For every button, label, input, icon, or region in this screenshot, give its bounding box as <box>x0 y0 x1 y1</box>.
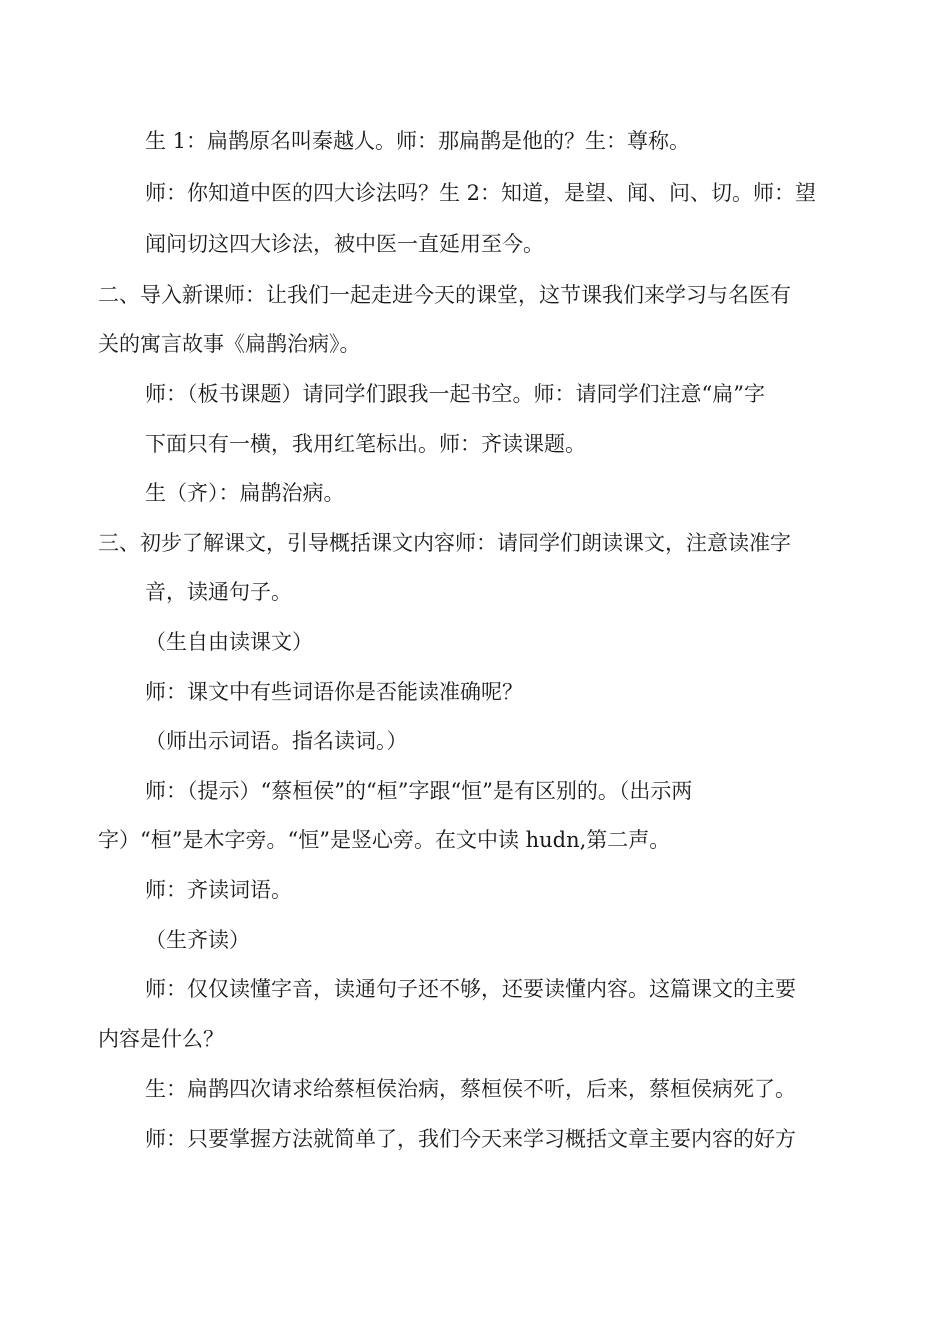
text-line-19: 内容是什么？ <box>98 1027 224 1051</box>
text-line-17: （生齐读） <box>145 928 250 952</box>
text-line-3: 闻问切这四大诊法，被中医一直延用至今。 <box>145 232 544 256</box>
text-line-14: 师：（提示）“蔡桓侯”的“桓”字跟“恒”是有区别的。（出示两 <box>145 779 693 803</box>
text-line-7: 下面只有一横，我用红笔标出。师：齐读课题。 <box>145 432 586 456</box>
section-heading-3: 三、初步了解课文，引导概括课文内容师：请同学们朗读课文，注意读准字 <box>98 531 791 555</box>
text-line-2: 师：你知道中医的四大诊法吗？生 2：知道，是望、闻、问、切。师：望 <box>145 181 817 205</box>
text-line-6: 师：（板书课题）请同学们跟我一起书空。师：请同学们注意“扁”字 <box>145 382 765 406</box>
text-line-15: 字）“桓”是木字旁。“恒”是竖心旁。在文中读 hudn,第二声。 <box>98 828 671 852</box>
text-line-16: 师：齐读词语。 <box>145 878 292 902</box>
section-heading-2: 二、导入新课师：让我们一起走进今天的课堂，这节课我们来学习与名医有 <box>98 283 791 307</box>
text-line-5: 关的寓言故事《扁鹊治病》。 <box>98 332 361 356</box>
text-line-20: 生：扁鹊四次请求给蔡桓侯治病，蔡桓侯不听，后来，蔡桓侯病死了。 <box>145 1077 796 1101</box>
text-line-12: 师：课文中有些词语你是否能读准确呢？ <box>145 680 523 704</box>
text-line-13: （师出示词语。指名读词。） <box>145 729 408 753</box>
text-line-11: （生自由读课文） <box>145 630 313 654</box>
text-line-1: 生 1：扁鹊原名叫秦越人。师：那扁鹊是他的？生：尊称。 <box>145 129 691 153</box>
text-line-10: 音，读通句子。 <box>145 580 292 604</box>
text-line-8: 生（齐）：扁鹊治病。 <box>145 481 345 505</box>
text-line-21: 师：只要掌握方法就简单了，我们今天来学习概括文章主要内容的好方 <box>145 1127 796 1151</box>
text-line-18: 师：仅仅读懂字音，读通句子还不够，还要读懂内容。这篇课文的主要 <box>145 977 796 1001</box>
